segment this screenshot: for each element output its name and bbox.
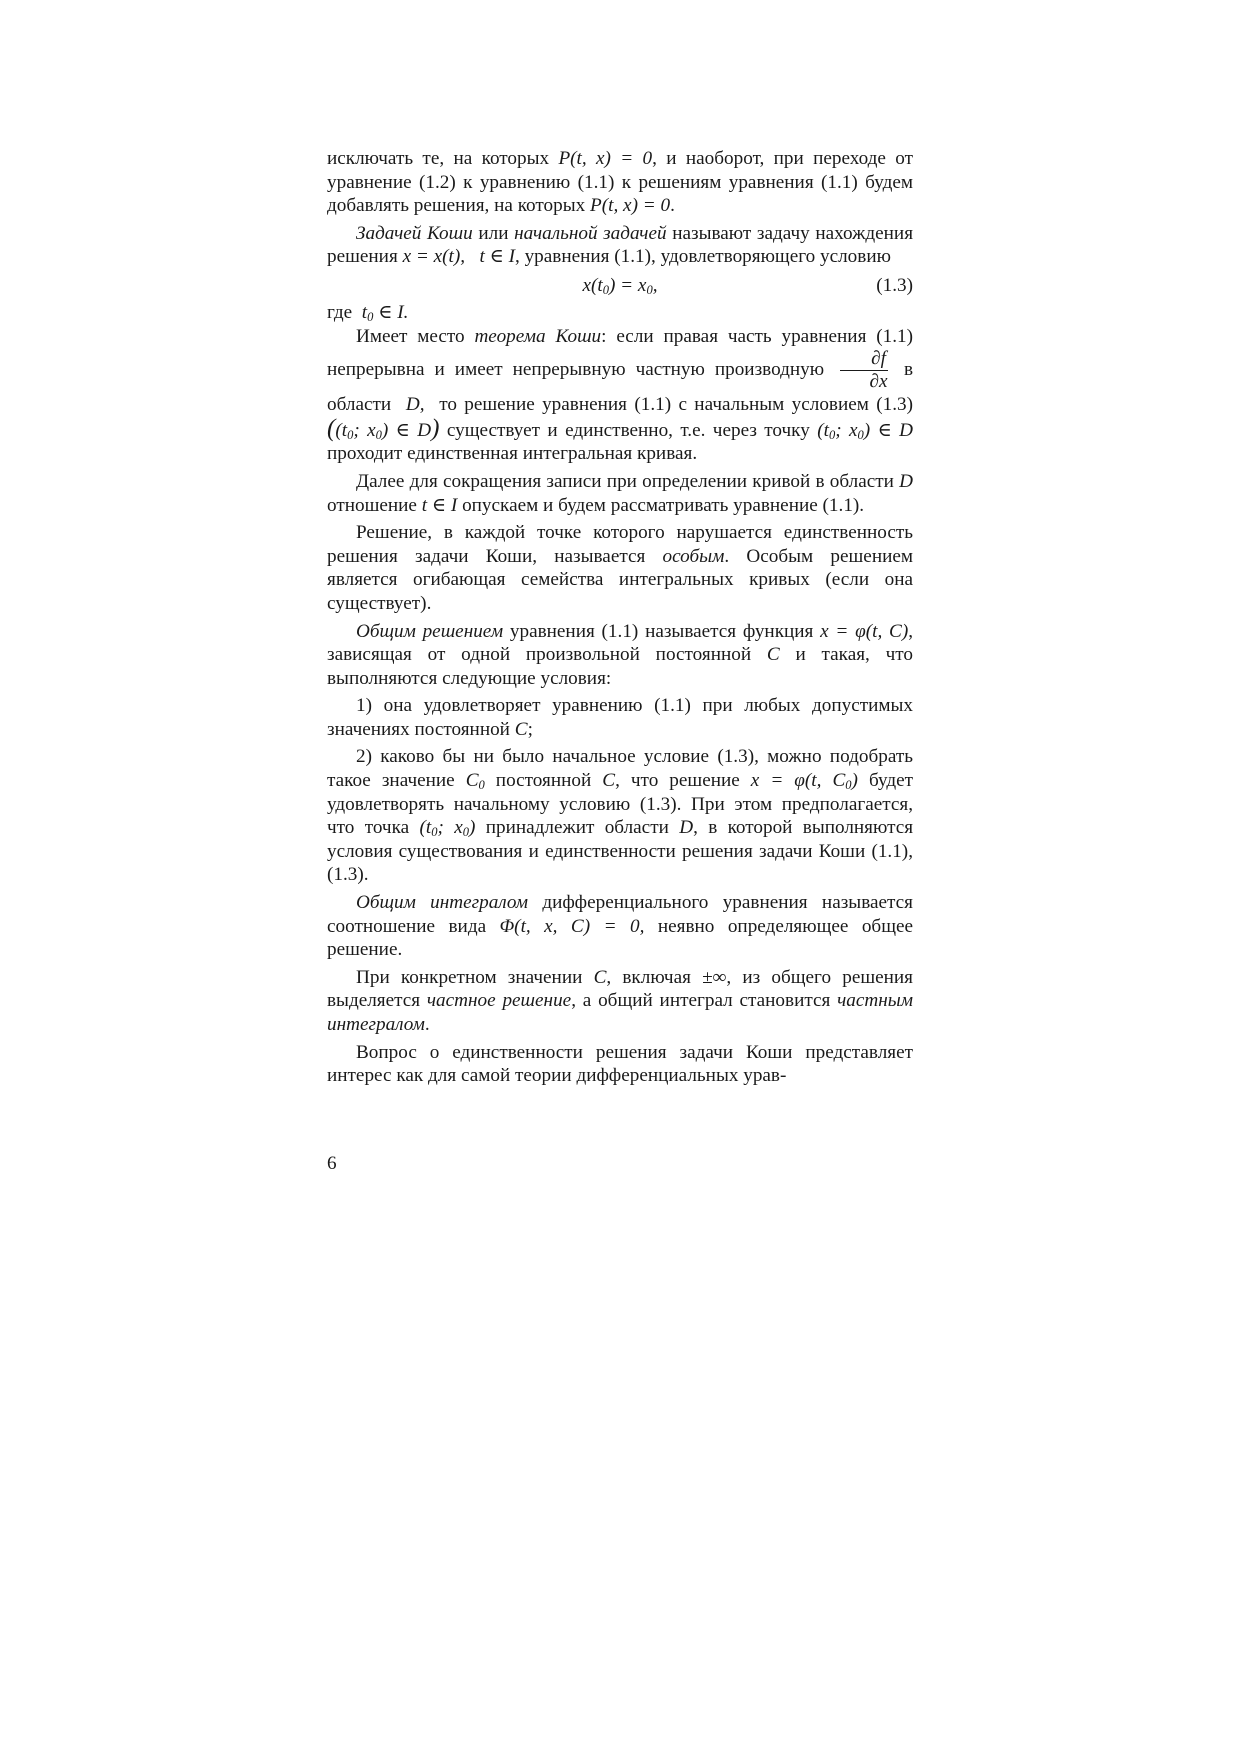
text-run: , из общего решения выделяется: [327, 966, 914, 1012]
text-run: , в которой выполняются условия существования и единственности решения задачи Коши (1.1), (1.3).: [327, 817, 914, 886]
subscript: 0: [845, 778, 852, 793]
subscript: 0: [347, 427, 354, 442]
text-run: исключать те, на которых: [327, 148, 550, 169]
text-run: то решение уравнения (1.1) с начальным условием (1.3): [439, 394, 914, 416]
formula: Φ(t, x, C) = 0,: [499, 915, 645, 937]
paragraph-general-integral: [327, 891, 913, 962]
formula: x = φ(t, C): [820, 620, 909, 642]
text-run: Вопрос о единственности решения задачи Коши представляет интерес как для самой теории дифференциальных урав-: [327, 1041, 913, 1087]
paragraph-cauchy-problem: [327, 222, 913, 269]
paragraph-particular-solution: [327, 966, 913, 1037]
formula: ±∞: [702, 966, 727, 988]
subscript: 0: [857, 427, 864, 442]
body-text: [327, 147, 913, 1088]
text-run: , включая: [606, 966, 691, 988]
text-run: Решение, в каждой точке которого нарушается единственность решения задачи Коши, называется: [327, 522, 913, 567]
formula: t: [361, 301, 368, 323]
formula: D: [899, 470, 914, 492]
text-run: , а общий интеграл становится: [571, 990, 831, 1012]
formula: (t: [817, 419, 829, 441]
text-run: 1) она удовлетворяет уравнению (1.1) при любых допустимых значениях постоянной: [327, 695, 913, 740]
subscript: 0: [375, 427, 382, 442]
term-particular-solution: частное решение: [426, 990, 572, 1012]
formula: ; x: [437, 817, 463, 839]
text-run: в области: [327, 359, 914, 416]
text-run: существует и единственно, т.е. через точку: [446, 419, 810, 441]
formula: C: [593, 966, 607, 988]
text-run: уравнения (1.1) называется функция: [509, 620, 814, 642]
term-initial-problem: начальной задачей: [514, 222, 667, 244]
bracket: ): [431, 414, 440, 442]
text-run: . Особым решением является огибающая семейства интегральных кривых (если она существует).: [327, 545, 914, 614]
term-cauchy-theorem: теорема Коши: [474, 325, 602, 347]
equation-1-3: [327, 271, 913, 301]
subscript: 0: [431, 825, 438, 840]
paragraph-condition-1: [327, 694, 913, 741]
subscript: 0: [367, 309, 374, 324]
formula: ) ∈ D: [381, 419, 432, 441]
text-run: называют задачу нахождения решения: [327, 222, 914, 268]
text-run: проходит единственная интегральная кривая.: [327, 443, 698, 465]
paragraph-notation: [327, 470, 913, 517]
partial-derivative-fraction: [840, 348, 888, 393]
term-general-solution: Общим решением: [356, 620, 504, 642]
text-run: неявно определяющее общее решение.: [327, 915, 913, 961]
text-run: При конкретном значении: [356, 966, 583, 988]
text-run: Далее для сокращения записи при определении кривой в области: [356, 470, 894, 492]
text-run: отношение: [327, 494, 417, 516]
subscript: 0: [828, 427, 836, 442]
text-run: , и наоборот, при переходе от уравнение (1.2) к уравнению (1.1) к решениям уравнения (1.1) будем добавлять решения, на которых: [327, 148, 914, 217]
subscript: 0: [478, 778, 485, 793]
formula: ): [468, 817, 476, 839]
text-run: ;: [527, 718, 533, 740]
bracket: (: [327, 414, 336, 442]
paragraph-general-solution: [327, 620, 913, 691]
formula: ; x: [353, 419, 376, 441]
text-run: , что решение: [615, 770, 740, 792]
page-number: 6: [327, 1153, 337, 1174]
text-run: 2) каково бы ни было начальное условие (1.3), можно подобрать такое значение: [327, 746, 913, 792]
formula: D: [679, 817, 694, 839]
fraction-denominator: ∂x: [869, 371, 888, 393]
fraction-numerator: ∂f: [840, 348, 888, 371]
equation-number: (1.3): [876, 274, 913, 296]
text-run: принадлежит области: [485, 817, 669, 839]
formula: P(t, x) = 0: [558, 148, 653, 169]
formula: C: [602, 770, 616, 792]
formula: ) = x: [609, 274, 647, 296]
text-run: будет удовлетворять начальному условию (1.3). При этом предполагается, что точка: [327, 770, 914, 839]
subscript: 0: [602, 282, 609, 297]
paragraph-singular-solution: [327, 521, 913, 615]
paragraph-1: [327, 147, 913, 218]
text-run: , зависящая от одной произвольной постоянной: [327, 620, 914, 666]
text-run: и такая, что выполняются следующие условия:: [327, 644, 914, 689]
formula: x = φ(t, C: [750, 770, 846, 792]
formula: C: [465, 770, 479, 792]
text-run: постоянной: [495, 770, 592, 792]
term-singular: особым: [662, 545, 725, 567]
text-run: .: [424, 1014, 430, 1035]
formula-point: [419, 817, 475, 838]
formula: t ∈ I: [421, 494, 458, 516]
text-run: Имеет место: [356, 325, 465, 347]
paragraph-condition-2: [327, 745, 913, 887]
formula: P(t, x) = 0: [590, 195, 671, 217]
text-run: опускаем и будем рассматривать уравнение (1.1).: [462, 494, 865, 516]
formula: C: [766, 644, 780, 666]
text-run: , уравнения (1.1), удовлетворяющего условию: [514, 246, 891, 268]
text-run: или: [478, 222, 509, 244]
term-general-integral: Общим интегралом: [356, 892, 529, 914]
formula: (t: [335, 419, 348, 441]
text-run: дифференциального уравнения называется соотношение вида: [327, 892, 913, 937]
text-run: где: [327, 301, 353, 323]
term-cauchy-problem: Задачей Коши: [356, 222, 473, 244]
formula: ) ∈ D: [863, 419, 914, 441]
formula-condition: [327, 414, 440, 442]
formula: x = x(t),: [402, 246, 466, 268]
paragraph-cauchy-theorem: [327, 325, 913, 466]
text-run: : если правая часть уравнения (1.1) непрерывна и имеет непрерывную частную производную: [327, 325, 913, 381]
formula: C: [514, 718, 528, 740]
paragraph-where: [327, 301, 913, 325]
formula: ,: [652, 274, 658, 296]
formula: D,: [405, 394, 425, 416]
subscript: 0: [462, 825, 469, 840]
text-run: .: [670, 195, 675, 217]
formula: ; x: [835, 419, 858, 441]
paragraph-uniqueness-question: [327, 1041, 913, 1088]
formula: t ∈ I: [479, 246, 515, 268]
term-particular-integral: частным интегралом: [327, 990, 913, 1035]
formula: ∈ I.: [378, 301, 409, 323]
formula: ): [851, 770, 858, 792]
formula: (t: [419, 817, 432, 839]
formula: x(t: [582, 274, 603, 296]
equation-body: [327, 274, 913, 298]
subscript: 0: [646, 282, 653, 297]
formula-point: [817, 420, 913, 441]
